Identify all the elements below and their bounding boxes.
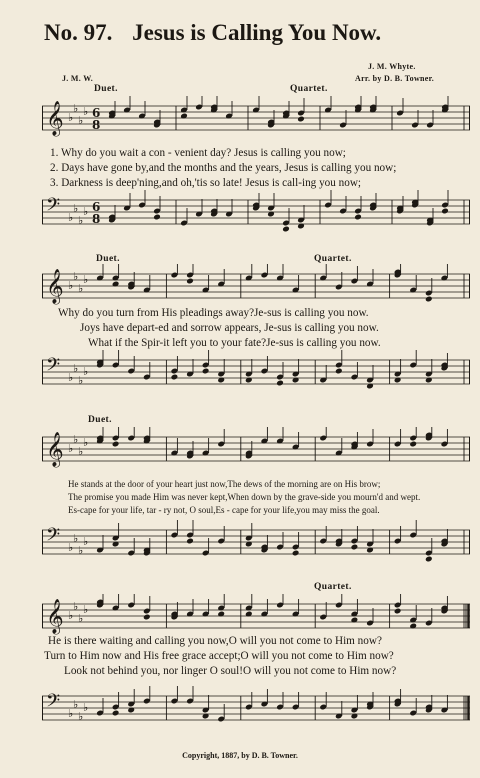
music-system-3 [42,415,470,570]
svg-text:8: 8 [92,118,101,132]
svg-text:♭: ♭ [83,105,89,118]
svg-text:6: 6 [92,200,101,214]
lyricist-credit: J. M. W. [62,74,94,83]
svg-text:♭: ♭ [78,445,84,458]
quartet-label: Quartet. [314,254,352,264]
lyric-line: He stands at the door of your heart just now,The dews of the morning are on His brow; [68,479,381,489]
svg-text:♭: ♭ [78,612,84,625]
lyric-line: What if the Spir-it left you to your fate?Je-sus is calling you now. [88,337,381,349]
svg-text:8: 8 [92,212,101,226]
lyric-line: The promise you made Him was never kept,When down by the grave-side you mourn'd and wept. [68,492,421,502]
hymn-title: Jesus is Calling You Now. [132,20,382,45]
svg-text:♭: ♭ [68,541,74,554]
lyric-line: Es-cape for your life, tar - ry not, O soul,Es - cape for your life,you may miss the goal. [68,505,380,515]
svg-text:♭: ♭ [78,282,84,295]
composer-credit: J. M. Whyte. [368,62,416,71]
svg-text:♭: ♭ [68,707,74,720]
treble-staff [42,594,470,638]
duet-label: Duet. [94,84,118,94]
music-system-4 [42,582,470,747]
svg-text:♭: ♭ [78,374,84,387]
svg-text:♭: ♭ [73,698,79,711]
duet-label: Duet. [96,254,120,264]
svg-text:♭: ♭ [78,544,84,557]
lyric-line: Turn to Him now and His free grace accept;O will you not come to Him now? [44,650,394,662]
svg-text:♭: ♭ [73,202,79,215]
svg-text:𝄢: 𝄢 [46,355,61,380]
svg-text:♭: ♭ [78,114,84,127]
bass-staff [42,190,470,234]
duet-label: Duet. [88,415,112,425]
svg-text:♭: ♭ [73,433,79,446]
quartet-label: Quartet. [290,84,328,94]
arranger-credit: Arr. by D. B. Towner. [355,74,435,83]
treble-staff [42,96,470,140]
svg-text:♭: ♭ [68,111,74,124]
bass-staff [42,686,470,730]
svg-text:♭: ♭ [73,102,79,115]
copyright-notice: Copyright, 1887, by D. B. Towner. [182,751,298,760]
svg-text:♭: ♭ [83,701,89,714]
svg-text:♭: ♭ [83,273,89,286]
svg-text:♭: ♭ [68,609,74,622]
lyric-line: 3. Darkness is deep'ning,and oh,'tis so late! Jesus is call-ing you now; [50,177,362,189]
svg-text:♭: ♭ [83,205,89,218]
music-system-2 [42,254,470,394]
svg-text:♭: ♭ [68,371,74,384]
hymn-title-row [44,20,464,46]
music-system-1 [42,84,470,244]
svg-text:𝄞: 𝄞 [46,432,64,467]
svg-text:𝄞: 𝄞 [46,599,64,634]
hymn-number: No. 97. [44,20,113,45]
lyric-line: He is there waiting and calling you now,O will you not come to Him now? [48,635,382,647]
svg-text:♭: ♭ [68,211,74,224]
svg-text:♭: ♭ [78,214,84,227]
lyric-line: Why do you turn from His pleadings away?Je-sus is calling you now. [58,307,369,319]
svg-text:𝄢: 𝄢 [46,195,61,220]
lyric-line: 2. Days have gone by,and the months and the years, Jesus is calling you now; [50,162,397,174]
svg-text:♭: ♭ [73,532,79,545]
svg-text:♭: ♭ [83,535,89,548]
svg-text:𝄢: 𝄢 [46,691,61,716]
svg-text:♭: ♭ [83,436,89,449]
lyric-line: 1. Why do you wait a con - venient day? Jesus is calling you now; [50,147,346,159]
svg-text:𝄞: 𝄞 [46,101,64,136]
svg-text:♭: ♭ [73,600,79,613]
quartet-label: Quartet. [314,582,352,592]
svg-text:6: 6 [92,106,101,120]
svg-text:♭: ♭ [83,365,89,378]
svg-text:♭: ♭ [83,603,89,616]
lyric-line: Joys have depart-ed and sorrow appears, Je-sus is calling you now. [80,322,379,334]
svg-text:𝄞: 𝄞 [46,269,64,304]
svg-text:♭: ♭ [78,710,84,723]
treble-staff [42,427,470,471]
svg-text:♭: ♭ [73,362,79,375]
bass-staff [42,520,470,564]
lyric-line: Look not behind you, nor linger O soul!O will you not come to Him now? [64,665,397,677]
svg-text:♭: ♭ [73,270,79,283]
svg-text:♭: ♭ [68,279,74,292]
bass-staff [42,350,470,394]
svg-text:♭: ♭ [68,442,74,455]
treble-staff [42,264,470,308]
svg-text:𝄢: 𝄢 [46,525,61,550]
